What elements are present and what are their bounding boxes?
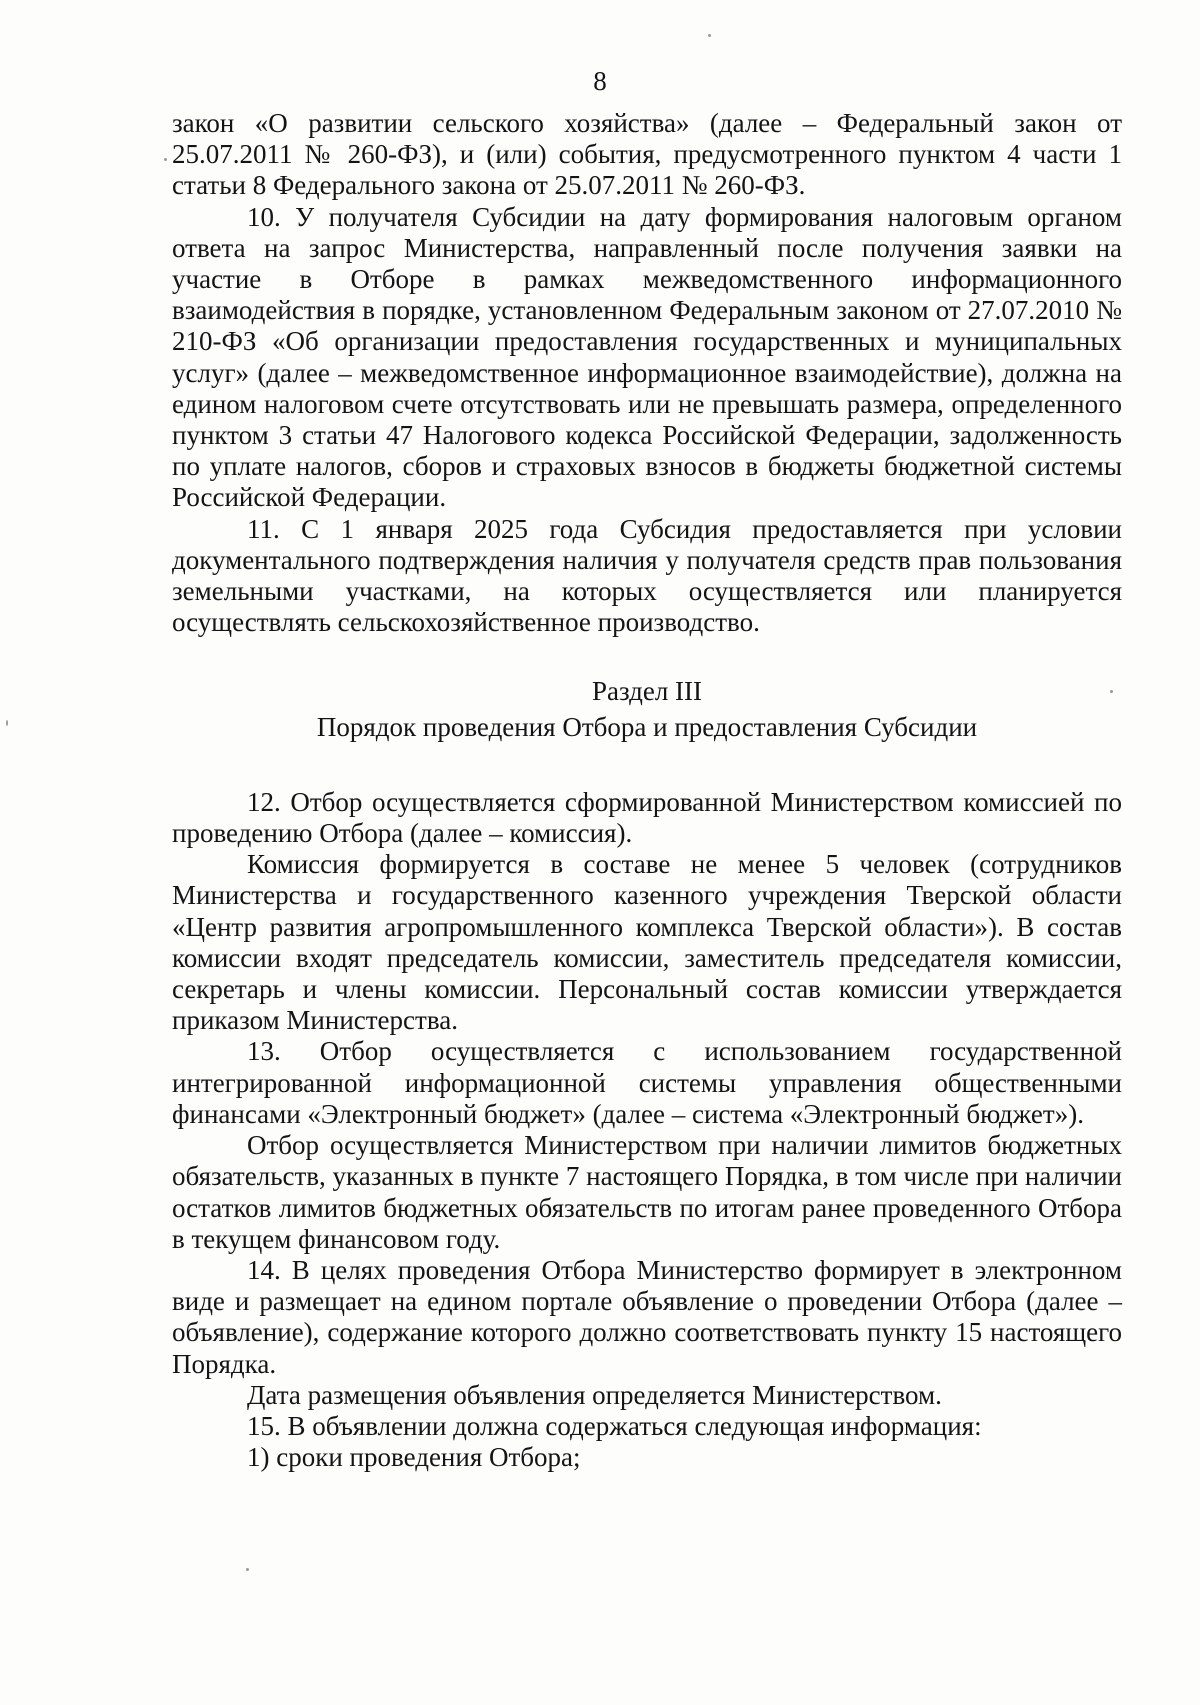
paragraph-item-12: 12. Отбор осуществляется сформированной Министерством комиссией по проведению Отбора (далее – комиссия).	[172, 786, 1122, 849]
document-body	[172, 108, 1122, 1473]
paragraph-selection-limits: Отбор осуществляется Министерством при наличии лимитов бюджетных обязательств, указанных в пункте 7 настоящего Порядка, в том числе при наличии остатков лимитов бюджетных обязательств по итогам ранее проведенного Отбора в текущем финансовом году.	[172, 1130, 1122, 1254]
section-heading	[172, 676, 1122, 742]
paragraph-announcement-date: Дата размещения объявления определяется Министерством.	[247, 1379, 942, 1410]
scan-speck	[6, 720, 8, 726]
scan-speck	[164, 158, 167, 161]
paragraph-item-11: 11. С 1 января 2025 года Субсидия предоставляется при условии документального подтверждения наличия у получателя средств прав пользования земельными участками, на которых осуществляется или планируется осуществлять сельскохозяйственное производство.	[172, 513, 1122, 638]
scan-speck	[246, 1568, 249, 1571]
section-subtitle: Порядок проведения Отбора и предоставления Субсидии	[316, 711, 978, 742]
paragraph-item-13: 13. Отбор осуществляется с использованием государственной интегрированной информационной системы управления общественными финансами «Электронный бюджет» (далее – система «Электронный бюджет»).	[172, 1036, 1122, 1129]
list-item-1: 1) сроки проведения Отбора;	[247, 1442, 581, 1473]
paragraph-item-10: 10. У получателя Субсидии на дату формирования налоговым органом ответа на запрос Министерства, направленный после получения заявки на участие в Отборе в рамках межведомственного информационного взаимодействия в порядке, установленном Федеральным законом от 27.07.2010 № 210-ФЗ «Об организации предоставления государственных и муниципальных услуг» (далее – межведомственное информационное взаимодействие), должна на едином налоговом счете отсутствовать или не превышать размера, определенного пунктом 3 статьи 47 Налогового кодекса Российской Федерации, задолженность по уплате налогов, сборов и страховых взносов в бюджеты бюджетной системы Российской Федерации.	[172, 201, 1122, 513]
scan-speck	[1110, 690, 1113, 693]
scan-speck	[708, 34, 711, 37]
paragraph-item-14: 14. В целях проведения Отбора Министерство формирует в электронном виде и размещает на едином портале объявление о проведении Отбора (далее – объявление), содержание которого должно соответствовать пункту 15 настоящего Порядка.	[172, 1254, 1122, 1379]
section-title: Раздел III	[591, 676, 703, 707]
page-number: 8	[593, 66, 607, 96]
paragraph-item-15: 15. В объявлении должна содержаться следующая информация:	[247, 1410, 982, 1441]
paragraph-continuation: закон «О развитии сельского хозяйства» (далее – Федеральный закон от 25.07.2011 № 260-ФЗ), и (или) события, предусмотренного пунктом 4 части 1 статьи 8 Федерального закона от 25.07.2011 № 260-ФЗ.	[172, 108, 1122, 201]
paragraph-commission: Комиссия формируется в составе не менее 5 человек (сотрудников Министерства и государственного казенного учреждения Тверской области «Центр развития агропромышленного комплекса Тверской области»). В состав комиссии входят председатель комиссии, заместитель председателя комиссии, секретарь и члены комиссии. Персональный состав комиссии утверждается приказом Министерства.	[172, 849, 1122, 1036]
